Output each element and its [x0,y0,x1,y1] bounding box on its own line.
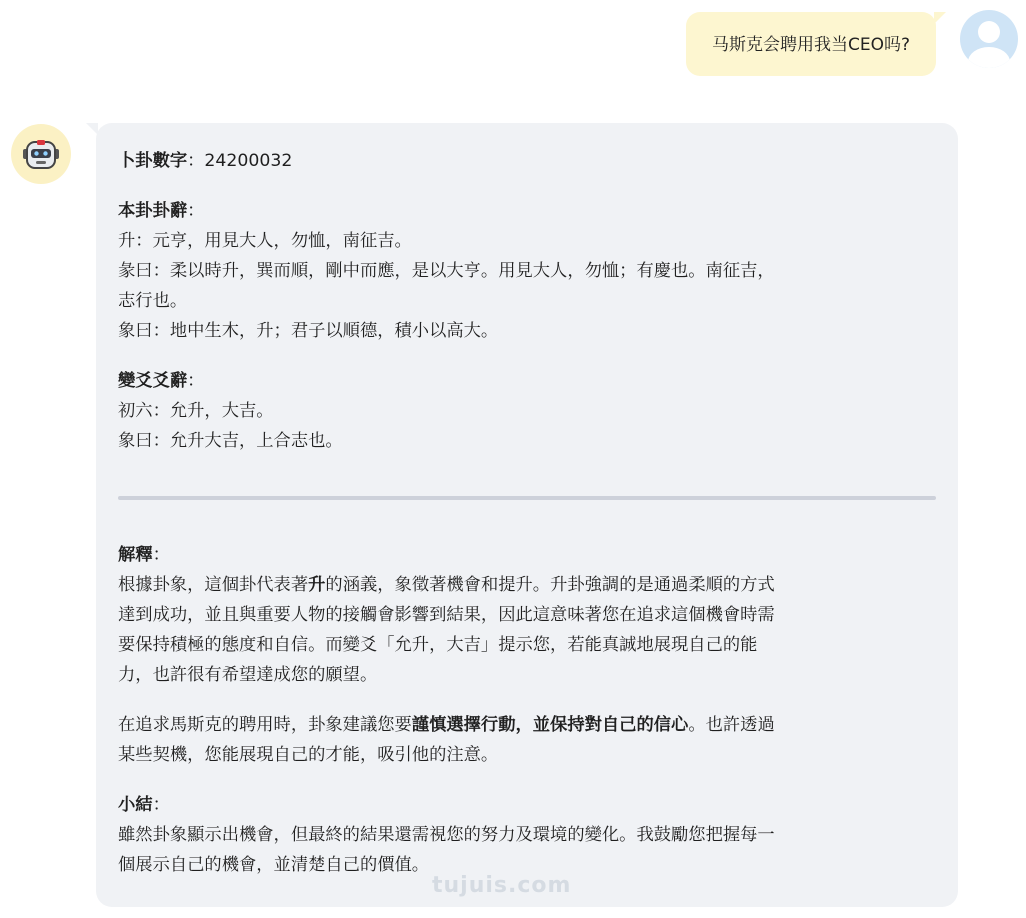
interpretation-paragraph: 根據卦象，這個卦代表著升的涵義，象徵著機會和提升。升卦強調的是通過柔順的方式 [118,575,775,595]
divination-number-label: 卜卦數字 [118,151,188,171]
interpretation-heading: 解釋： [118,545,170,565]
gua-line: 象曰：地中生木，升；君子以順德，積小以高大。 [118,321,499,341]
gua-line: 志行也。 [118,291,188,311]
gua-section [118,196,936,346]
summary-heading: 小結： [118,795,170,815]
summary-line: 個展示自己的機會，並清楚自己的價值。 [118,855,430,875]
user-message-bubble [686,12,936,76]
section-divider [118,496,936,500]
interpretation-section [118,540,936,690]
advice-paragraph [118,710,936,770]
advice-line: 某些契機，您能展現自己的才能，吸引他的注意。 [118,745,499,765]
user-avatar-icon [960,10,1018,68]
gua-line: 彖曰：柔以時升，巽而順，剛中而應，是以大亨。用見大人，勿恤；有慶也。南征吉， [118,261,775,281]
yao-section [118,366,936,456]
divination-number [118,146,936,176]
gua-heading: 本卦卦辭： [118,201,205,221]
yao-heading: 變爻爻辭： [118,371,205,391]
bot-avatar [11,124,71,184]
interpretation-line: 達到成功，並且與重要人物的接觸會影響到結果，因此這意味著您在追求這個機會時需 [118,605,775,625]
yao-line: 象曰：允升大吉，上合志也。 [118,431,343,451]
divination-number-value: ：24200032 [187,151,293,171]
watermark: tujuis.com [432,873,572,898]
summary-line: 雖然卦象顯示出機會，但最終的結果還需視您的努力及環境的變化。我鼓勵您把握每一 [118,825,775,845]
user-message-row [686,10,1018,76]
bot-message-bubble [96,123,958,907]
summary-section [118,790,936,880]
user-avatar-head [978,21,1000,43]
interpretation-line: 力，也許很有希望達成您的願望。 [118,665,378,685]
advice-line: 在追求馬斯克的聘用時，卦象建議您要謹慎選擇行動，並保持對自己的信心。也許透過 [118,715,775,735]
user-avatar-body [968,47,1010,68]
user-message-text: 马斯克会聘用我当CEO吗? [711,35,910,55]
yao-line: 初六：允升，大吉。 [118,401,274,421]
robot-icon [21,134,61,174]
interpretation-line: 要保持積極的態度和自信。而變爻「允升，大吉」提示您，若能真誠地展現自己的能 [118,635,758,655]
gua-line: 升：元亨，用見大人，勿恤，南征吉。 [118,231,412,251]
